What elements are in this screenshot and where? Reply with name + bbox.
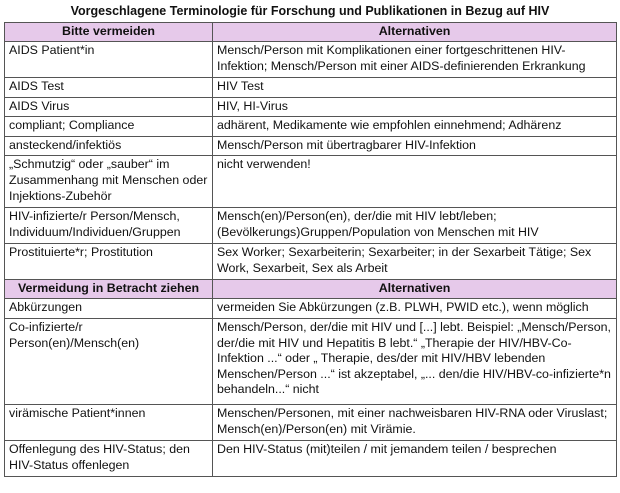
term-cell: virämische Patient*innen	[5, 404, 213, 440]
section-header-consider	[5, 280, 617, 299]
term-cell: compliant; Compliance	[5, 117, 213, 137]
table-row	[5, 299, 617, 319]
table-row	[5, 136, 617, 156]
term-cell: Prostituierte*r; Prostitution	[5, 244, 213, 280]
alternative-cell: Den HIV-Status (mit)teilen / mit jemandem teilen / besprechen	[213, 440, 617, 476]
table-row	[5, 318, 617, 404]
terminology-table	[4, 22, 617, 477]
header-alternatives: Alternativen	[213, 23, 617, 42]
term-cell: ansteckend/infektiös	[5, 136, 213, 156]
term-cell: Offenlegung des HIV-Status; den HIV-Status offenlegen	[5, 440, 213, 476]
table-row	[5, 244, 617, 280]
table-row	[5, 97, 617, 117]
alternative-cell: nicht verwenden!	[213, 156, 617, 208]
table-row	[5, 42, 617, 78]
table-title: Vorgeschlagene Terminologie für Forschung und Publikationen in Bezug auf HIV	[70, 4, 550, 18]
table-row	[5, 208, 617, 244]
alternative-cell: HIV Test	[213, 78, 617, 98]
alternative-cell: Mensch/Person mit übertragbarer HIV-Infektion	[213, 136, 617, 156]
section-header-avoid	[5, 23, 617, 42]
term-cell: AIDS Patient*in	[5, 42, 213, 78]
header-alternatives: Alternativen	[213, 280, 617, 299]
term-cell: Abkürzungen	[5, 299, 213, 319]
header-avoid: Bitte vermeiden	[5, 23, 213, 42]
table-row	[5, 78, 617, 98]
alternative-cell: adhärent, Medikamente wie empfohlen einnehmend; Adhärenz	[213, 117, 617, 137]
alternative-cell: Mensch/Person mit Komplikationen einer fortgeschrittenen HIV-Infektion; Mensch/Person mit einer AIDS-definierenden Erkrankung	[213, 42, 617, 78]
table-row	[5, 440, 617, 476]
alternative-cell: Menschen/Personen, mit einer nachweisbaren HIV-RNA oder Viruslast; Mensch(en)/Person(en) mit Virämie.	[213, 404, 617, 440]
alternative-cell: vermeiden Sie Abkürzungen (z.B. PLWH, PWID etc.), wenn möglich	[213, 299, 617, 319]
alternative-cell: Mensch/Person, der/die mit HIV und [...] lebt. Beispiel: „Mensch/Person, der/die mit HIV und Hepatitis B lebt.“ „Therapie der HIV/HBV-Co-Infektion ...“ oder „ Therapie, des/der mit HIV/HBV lebenden Menschen/Person ...“ ist akzeptabel, „... den/die HIV/HBV-co-infizierte*n behandeln...“ nicht	[213, 318, 617, 404]
alternative-cell: HIV, HI-Virus	[213, 97, 617, 117]
table-row	[5, 156, 617, 208]
term-cell: AIDS Virus	[5, 97, 213, 117]
table-row	[5, 117, 617, 137]
term-cell: Co-infizierte/r Person(en)/Mensch(en)	[5, 318, 213, 404]
table-row	[5, 404, 617, 440]
alternative-cell: Mensch(en)/Person(en), der/die mit HIV lebt/leben; (Bevölkerungs)Gruppen/Population von Menschen mit HIV	[213, 208, 617, 244]
alternative-cell: Sex Worker; Sexarbeiterin; Sexarbeiter; in der Sexarbeit Tätige; Sex Work, Sexarbeit, Sex als Arbeit	[213, 244, 617, 280]
header-consider-avoiding: Vermeidung in Betracht ziehen	[5, 280, 213, 299]
term-cell: „Schmutzig“ oder „sauber“ im Zusammenhang mit Menschen oder Injektions-Zubehör	[5, 156, 213, 208]
term-cell: HIV-infizierte/r Person/Mensch, Individuum/Individuen/Gruppen	[5, 208, 213, 244]
term-cell: AIDS Test	[5, 78, 213, 98]
